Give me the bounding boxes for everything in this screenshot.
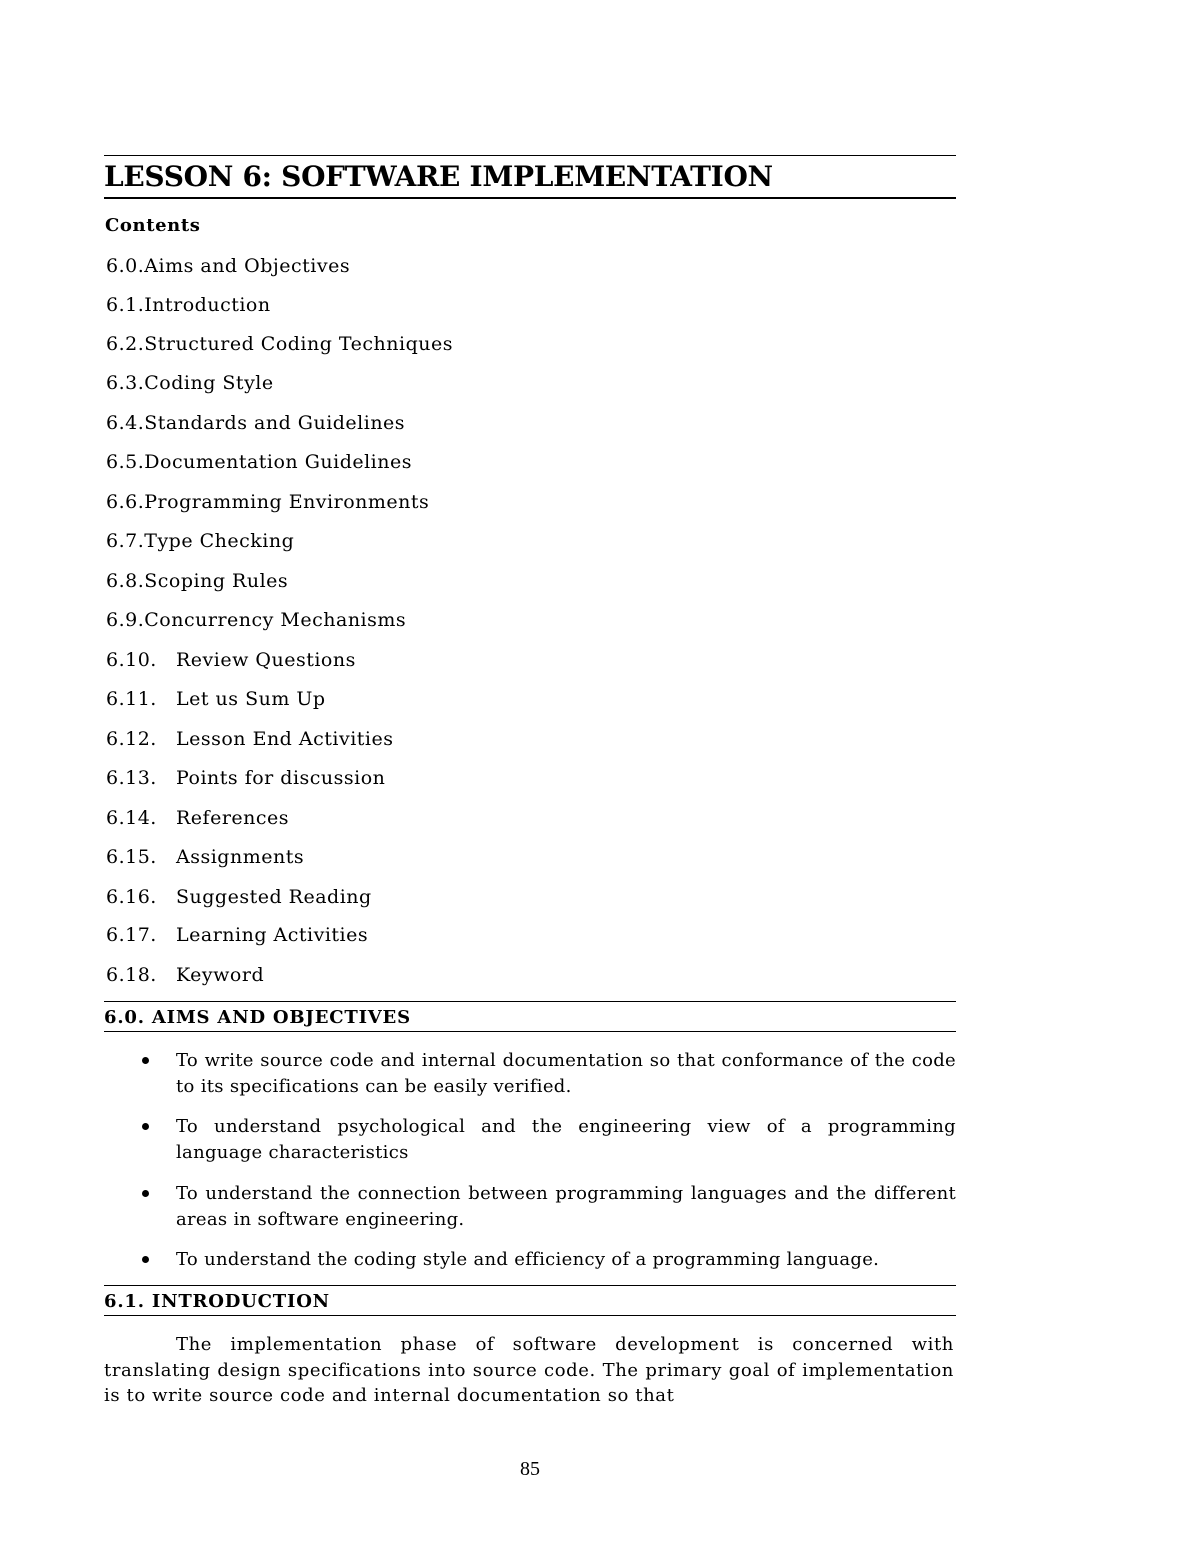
toc-item <box>106 922 368 948</box>
lesson-title: LESSON 6: SOFTWARE IMPLEMENTATION <box>104 160 773 193</box>
toc-number: 6.14. <box>106 807 157 829</box>
toc-label: Keyword <box>176 964 265 986</box>
toc-label: Type Checking <box>144 530 295 552</box>
list-item <box>140 1181 956 1233</box>
toc-label: Standards and Guidelines <box>144 412 406 434</box>
intro-paragraph: The implementation phase of software development is concerned with translating design specifications into source code. The primary goal of implementation is to write source code and internal documentation so that <box>104 1334 954 1406</box>
bullet-text: To understand the connection between programming languages and the different areas in software engineering. <box>176 1183 956 1230</box>
toc-item <box>106 410 405 436</box>
toc-number: 6.13. <box>106 767 157 789</box>
toc-item <box>106 844 304 870</box>
toc-label: References <box>176 807 290 829</box>
toc-item <box>106 331 453 357</box>
aims-bottom-rule <box>104 1031 956 1032</box>
toc-number: 6.8. <box>106 570 145 592</box>
toc-label: Assignments <box>176 846 305 868</box>
intro-top-rule <box>104 1285 956 1286</box>
toc-item <box>106 568 288 594</box>
contents-heading: Contents <box>105 215 201 236</box>
bullet-icon <box>142 1256 149 1263</box>
toc-item <box>106 884 372 910</box>
toc-number: 6.17. <box>106 924 157 946</box>
list-item <box>140 1048 956 1100</box>
toc-label: Aims and Objectives <box>144 255 351 277</box>
toc-label: Documentation Guidelines <box>144 451 412 473</box>
bullet-text: To understand the coding style and efficiency of a programming language. <box>176 1249 880 1270</box>
toc-label: Learning Activities <box>176 924 369 946</box>
toc-item <box>106 765 385 791</box>
bullet-text: To write source code and internal documentation so that conformance of the code to its specifications can be easily verified. <box>176 1050 956 1097</box>
list-item <box>140 1114 956 1166</box>
toc-number: 6.0. <box>106 255 145 277</box>
bullet-icon <box>142 1057 149 1064</box>
toc-label: Review Questions <box>176 649 356 671</box>
bullet-text: To understand psychological and the engineering view of a programming language characteristics <box>176 1116 956 1163</box>
list-item <box>140 1247 956 1273</box>
toc-item <box>106 686 326 712</box>
bullet-icon <box>142 1190 149 1197</box>
toc-number: 6.4. <box>106 412 145 434</box>
toc-number: 6.18. <box>106 964 157 986</box>
toc-label: Introduction <box>144 294 271 316</box>
toc-label: Suggested Reading <box>176 886 372 908</box>
toc-label: Programming Environments <box>144 491 430 513</box>
toc-item <box>106 489 429 515</box>
intro-heading: 6.1. INTRODUCTION <box>104 1291 330 1312</box>
toc-number: 6.10. <box>106 649 157 671</box>
toc-number: 6.1. <box>106 294 145 316</box>
toc-label: Coding Style <box>144 372 274 394</box>
toc-item <box>106 528 294 554</box>
toc-number: 6.16. <box>106 886 157 908</box>
bullet-icon <box>142 1123 149 1130</box>
toc-label: Structured Coding Techniques <box>144 333 453 355</box>
toc-number: 6.2. <box>106 333 145 355</box>
intro-bottom-rule <box>104 1315 956 1316</box>
toc-number: 6.15. <box>106 846 157 868</box>
toc-number: 6.6. <box>106 491 145 513</box>
toc-number: 6.5. <box>106 451 145 473</box>
toc-item <box>106 607 406 633</box>
page-number: 85 <box>520 1458 540 1480</box>
toc-item <box>106 805 289 831</box>
toc-item <box>106 370 274 396</box>
toc-item <box>106 292 271 318</box>
toc-label: Lesson End Activities <box>176 728 394 750</box>
toc-label: Points for discussion <box>176 767 386 789</box>
toc-label: Let us Sum Up <box>176 688 326 710</box>
toc-item <box>106 726 393 752</box>
toc-item <box>106 962 264 988</box>
toc-number: 6.9. <box>106 609 145 631</box>
toc-item <box>106 449 412 475</box>
toc-number: 6.3. <box>106 372 145 394</box>
toc-item <box>106 253 350 279</box>
toc-label: Scoping Rules <box>144 570 289 592</box>
toc-label: Concurrency Mechanisms <box>144 609 407 631</box>
toc-number: 6.7. <box>106 530 145 552</box>
aims-heading: 6.0. AIMS AND OBJECTIVES <box>104 1007 411 1028</box>
toc-number: 6.11. <box>106 688 157 710</box>
title-top-rule <box>104 155 956 156</box>
toc-item <box>106 647 356 673</box>
title-bottom-rule <box>104 197 956 199</box>
aims-top-rule <box>104 1001 956 1002</box>
toc-number: 6.12. <box>106 728 157 750</box>
